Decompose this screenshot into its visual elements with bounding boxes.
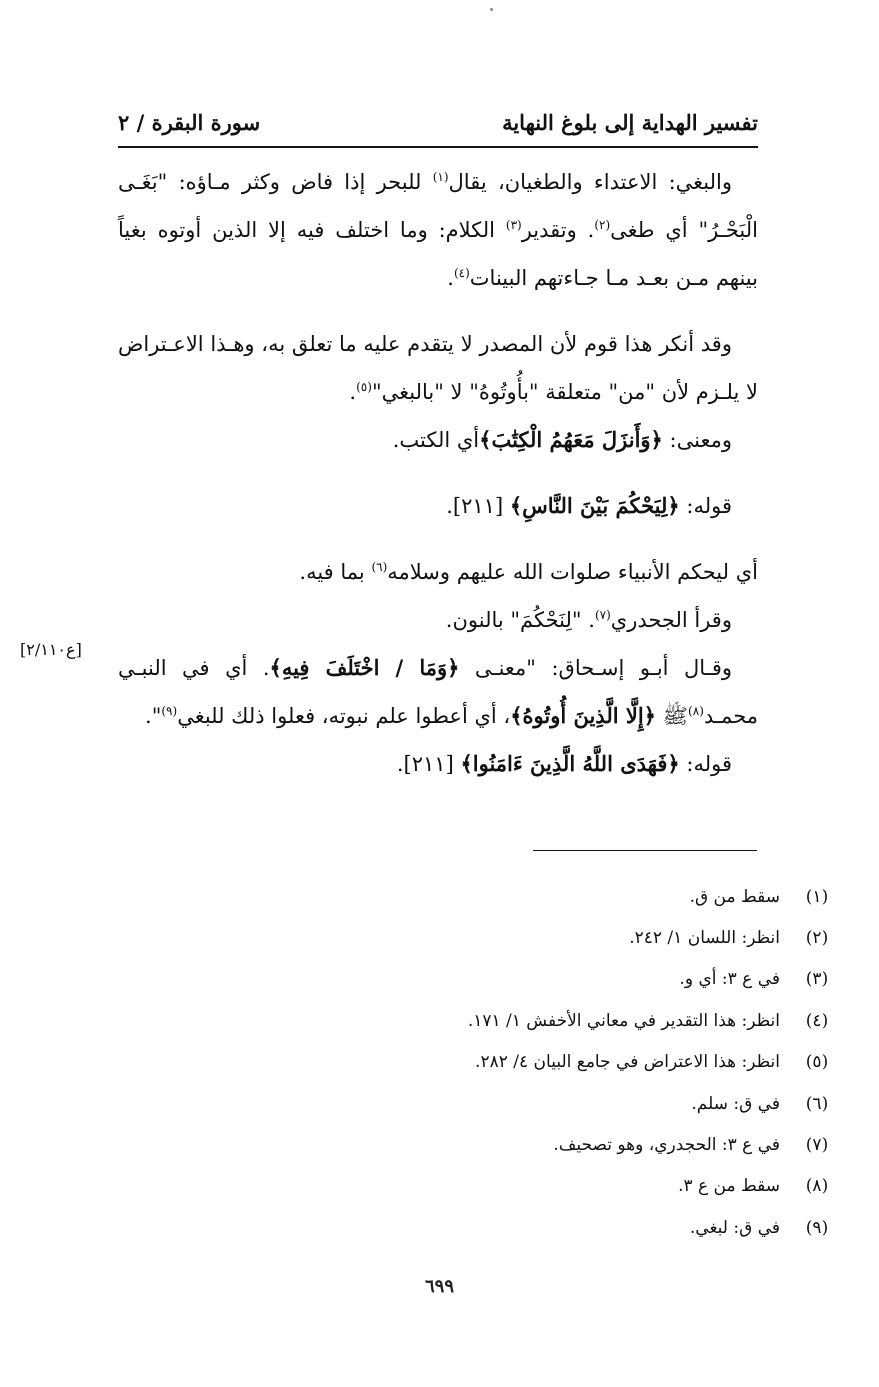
footnote-text: في ع ٣: الحجدري، وهو تصحيف. — [553, 1135, 780, 1156]
text-run: ، أي أعطوا علم نبوته، فعلوا ذلك للبغي — [177, 704, 511, 728]
footnote-number: (٣) — [805, 969, 829, 990]
footnote-text: في ق: لبغي. — [689, 1217, 780, 1238]
footnote-number: (٢) — [805, 928, 829, 949]
text-run: . أي في النبـي محمـد — [118, 656, 758, 728]
footnote-number: (١) — [805, 886, 829, 907]
footnote-text: سقط من ق. — [689, 886, 780, 907]
text-run: . — [447, 266, 454, 290]
footnote-ref: (٤) — [453, 266, 470, 280]
surah-label: سورة البقرة / ٢ — [118, 110, 261, 135]
footnote-text: انظر: اللسان ١/ ٢٤٢. — [629, 928, 780, 949]
text-run: أي الكتب. — [392, 428, 480, 452]
paragraph-4 — [118, 482, 758, 530]
footnote-rule — [533, 850, 757, 851]
paragraph-6 — [118, 596, 758, 644]
footnote-item — [380, 1083, 840, 1124]
text-run: قوله: — [679, 752, 732, 776]
quran-verse: ﴿فَهَدَى اللَّهُ الَّذِينَ ءَامَنُوا﴾ — [460, 751, 680, 776]
paragraph-3 — [118, 416, 758, 464]
quran-verse: ﴿وَأَنزَلَ مَعَهُمُ الْكِتَٰبَ﴾ — [479, 427, 663, 452]
running-header — [118, 104, 758, 144]
quran-verse: ﴿إِلَّا الَّذِينَ أُوتُوهُ﴾ — [510, 703, 656, 728]
paragraph-1 — [118, 158, 758, 302]
text-run: وقرأ الجحدري — [610, 608, 732, 632]
text-run: والبغي: الاعتداء والطغيان، يقال — [448, 170, 732, 194]
footnote-ref: (٢) — [594, 218, 611, 232]
paragraph-8 — [118, 740, 758, 788]
footnote-ref: (٨) — [688, 704, 704, 718]
manuscript-folio-ref: [ع٢/١١٠] — [20, 640, 82, 659]
quran-verse: ﴿لِيَحْكُمَ بَيْنَ النَّاسِ﴾ — [509, 493, 680, 518]
header-rule — [118, 146, 758, 148]
book-title: تفسير الهداية إلى بلوغ النهاية — [502, 110, 758, 135]
footnote-text: سقط من ع ٣. — [678, 1176, 780, 1197]
text-run: . وتقدير — [521, 218, 595, 242]
scan-speck — [490, 8, 493, 11]
footnote-text: في ق: سلم. — [691, 1093, 780, 1114]
footnote-text: انظر: هذا الاعتراض في جامع البيان ٤/ ٢٨٢. — [475, 1052, 780, 1073]
footnote-number: (٥) — [805, 1052, 829, 1073]
text-run: ". — [145, 704, 162, 728]
text-run: بما فيه. — [299, 560, 372, 584]
footnote-item — [380, 1124, 840, 1165]
footnote-text: انظر: هذا التقدير في معاني الأخفش ١/ ١٧١. — [467, 1010, 780, 1031]
footnote-number: (٨) — [805, 1176, 829, 1197]
footnote-ref: (٣) — [505, 218, 522, 232]
footnote-item — [380, 959, 840, 1000]
text-run: وقـال أبـو إسـحاق: "معنـى — [459, 656, 732, 680]
text-run: ﷺ — [656, 704, 689, 728]
page-number: ٦٩٩ — [424, 1276, 454, 1297]
paragraph-5 — [118, 548, 758, 596]
footnote-number: (٦) — [805, 1093, 829, 1114]
text-run: [٢١١]. — [446, 494, 510, 518]
text-run: . — [349, 380, 357, 404]
text-run: ومعنى: — [662, 428, 732, 452]
text-run: للبحر إذا فاض وكثر مـاؤه: "بَغَـى الْبَحْـرُ" أي طغى — [118, 170, 759, 242]
text-run: [٢١١]. — [396, 752, 461, 776]
footnote-ref: (٧) — [594, 608, 611, 622]
footnote-ref: (١) — [432, 170, 449, 184]
text-run: الكلام: وما اختلف فيه إلا الذين أوتوه بغياً بينهم مـن بعـد مـا جـاءتهم البينات — [118, 218, 758, 290]
paragraph-7 — [118, 644, 758, 740]
footnote-item — [380, 1042, 840, 1083]
main-text — [118, 158, 758, 788]
footnote-ref: (٦) — [371, 560, 388, 574]
footnote-item — [380, 1166, 840, 1207]
footnotes — [380, 876, 840, 1249]
footnote-ref: (٥) — [356, 380, 372, 394]
text-run: أي ليحكم الأنبياء صلوات الله عليهم وسلامه — [387, 560, 758, 584]
footnote-number: (٩) — [805, 1217, 829, 1238]
footnote-item — [380, 876, 840, 917]
text-run: وقد أنكر هذا قوم لأن المصدر لا يتقدم عليه ما تعلق به، وهـذا الاعـتراض لا يلـزم لأن "من" متعلقة "بأُوتُوهُ" لا "بالبغي" — [118, 332, 758, 404]
footnote-item — [380, 1207, 840, 1248]
quran-verse: ﴿وَمَا / اخْتَلَفَ فِيهِ﴾ — [269, 655, 460, 680]
footnote-text: في ع ٣: أي و. — [679, 969, 780, 990]
paragraph-2 — [118, 320, 758, 416]
footnote-ref: (٩) — [161, 704, 178, 718]
text-run: قوله: — [679, 494, 732, 518]
footnote-item — [380, 917, 840, 958]
text-run: . "لِنَحْكُمَ" بالنون. — [445, 608, 595, 632]
footnote-number: (٤) — [805, 1010, 829, 1031]
footnote-number: (٧) — [805, 1135, 829, 1156]
footnote-item — [380, 1000, 840, 1041]
